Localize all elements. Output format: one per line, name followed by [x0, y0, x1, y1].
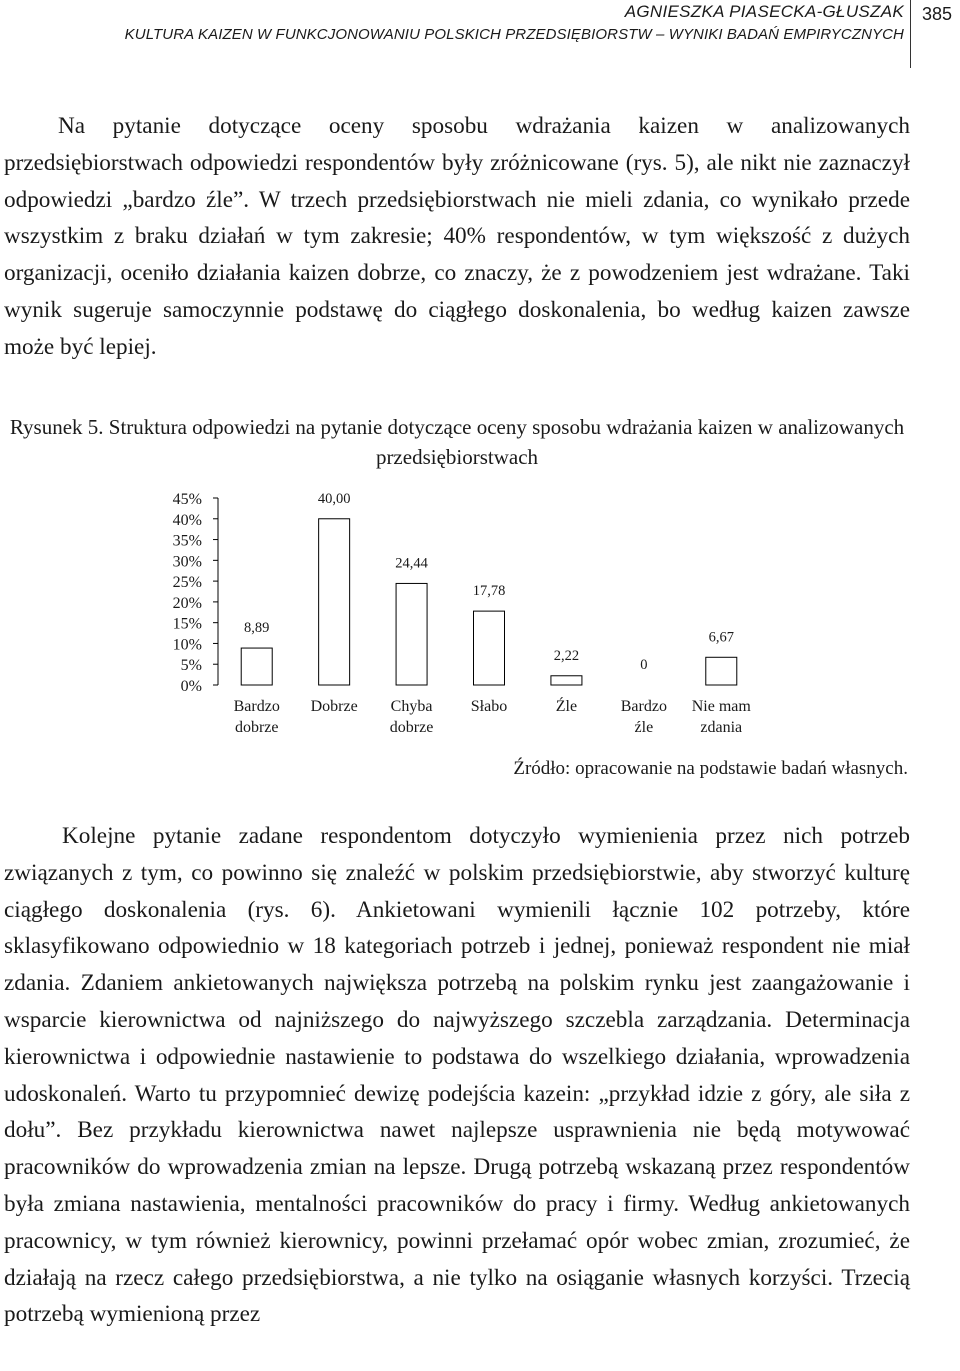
- bar-value-label: 0: [640, 657, 648, 673]
- y-tick-label: 0%: [180, 678, 202, 695]
- running-header-title: KULTURA KAIZEN W FUNKCJONOWANIU POLSKICH PRZEDSIĘBIORSTW – WYNIKI BADAŃ EMPIRYCZNYCH: [124, 26, 904, 43]
- category-label: dobrze: [389, 719, 434, 736]
- y-tick-label: 25%: [172, 574, 202, 592]
- y-tick-label: 35%: [172, 532, 202, 550]
- bar: [474, 611, 505, 685]
- bar-value-label: 17,78: [472, 583, 506, 600]
- bar: [319, 519, 350, 685]
- body-paragraph-1: Na pytanie dotyczące oceny sposobu wdrażania kaizen w analizowanych przedsiębiorstwach odpowiedzi respondentów były zróżnicowane (rys. 5), ale nikt nie zaznaczył odpowiedzi „bardzo źle”. W trzech przedsiębiorstwach nie mieli zdania, co wynikało przede wszystkim z braku działań w tym zakresie; 40% respondentów, w tym większość z dużych organizacji, oceniło działania kaizen dobrze, co znaczy, że z powodzeniem jest wdrażane. Taki wynik sugeruje samoczynnie podstawę do ciągłego doskonalenia, bo według kaizen zawsze może być lepiej.: [4, 113, 910, 360]
- y-tick-label: 40%: [172, 511, 202, 529]
- figure-caption: Rysunek 5. Struktura odpowiedzi na pytanie dotyczące oceny sposobu wdrażania kaizen w analizowanych przedsiębiorstwach: [9, 415, 905, 469]
- body-paragraph-2: Kolejne pytanie zadane respondentom dotyczyło wymienienia przez nich potrzeb związanych z tym, co powinno się znaleźć w polskim przedsiębiorstwie, aby stworzyć kulturę ciągłego doskonalenia (rys. 6). Ankietowani wymienili łącznie 102 potrzeby, które sklasyfikowano odpowiednio w 18 kategoriach potrzeb i jednej, ponieważ respondent nie miał zdania. Zdaniem ankietowanych największa potrzebą na polskim rynku jest zaangażowanie i wsparcie kierownictwa od najniższego do najwyższego szczebla zarządzania. Determinacja kierownictwa i odpowiednie nastawienie to podstawa do wszelkiego działania, wprowadzenia udoskonaleń. Warto tu przypomnieć dewizę podejścia kazein: „przykład idzie z góry, ale siła z dołu”. Bez przykładu kierownictwa nawet najlepsze usprawnienia nie będą motywować pracowników do wprowadzenia zmian na lepsze. Drugą potrzebą wskazaną przez respondentów była zmiana nastawienia, mentalności pracowników do pracy i firmy. Według ankietowanych pracownicy, w tym również kierownicy, powinni przełamać opór wobec zmian, zrozumieć, że działają na rzecz całego przedsiębiorstwa, a nie tylko na osiąganie własnych korzyści. Trzecią potrzebą wymienioną przez: [4, 823, 910, 1328]
- bar-value-label: 8,89: [244, 620, 270, 637]
- category-label: Słabo: [470, 698, 508, 715]
- y-tick-label: 15%: [172, 615, 202, 633]
- bar-chart: [0, 484, 960, 744]
- category-label: Dobrze: [310, 698, 358, 715]
- category-label: Nie mam: [691, 698, 751, 715]
- figure-source: Źródło: opracowanie na podstawie badań własnych.: [513, 758, 908, 779]
- y-tick-label: 10%: [172, 636, 202, 654]
- bar: [241, 648, 272, 685]
- category-label: Chyba: [390, 698, 433, 715]
- category-label: zdania: [700, 719, 743, 736]
- category-label: Bardzo: [233, 698, 280, 715]
- category-label: Bardzo: [620, 698, 667, 715]
- y-tick-label: 45%: [172, 491, 202, 508]
- bar-value-label: 2,22: [553, 647, 580, 664]
- running-header-author: AGNIESZKA PIASECKA-GŁUSZAK: [624, 2, 904, 21]
- y-tick-label: 5%: [180, 657, 202, 675]
- y-tick-label: 20%: [172, 594, 202, 612]
- page-number: 385: [922, 4, 953, 24]
- header-divider: [910, 0, 911, 68]
- bar: [551, 676, 582, 685]
- bar-value-label: 6,67: [708, 629, 734, 646]
- bar: [706, 657, 737, 685]
- bar-value-label: 40,00: [317, 490, 351, 507]
- y-tick-label: 30%: [172, 553, 202, 571]
- category-label: źle: [634, 719, 654, 736]
- category-label: dobrze: [234, 719, 279, 736]
- bar-value-label: 24,44: [395, 555, 428, 572]
- bar: [396, 583, 427, 685]
- category-label: Źle: [555, 698, 578, 715]
